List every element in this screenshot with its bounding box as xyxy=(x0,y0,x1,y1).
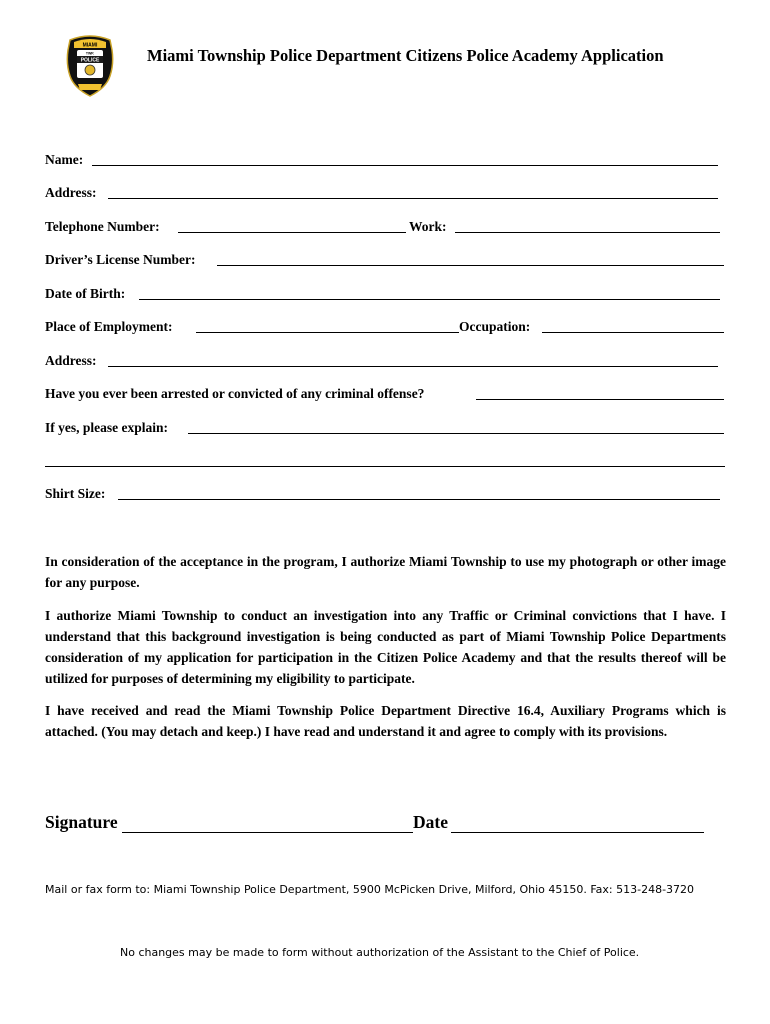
work-field-line[interactable] xyxy=(455,232,720,233)
name-label: Name: xyxy=(45,152,84,167)
dob-label: Date of Birth: xyxy=(45,286,126,301)
arrested-answer-line[interactable] xyxy=(476,399,724,400)
employer-address-label: Address: xyxy=(45,353,97,368)
directive-acknowledgement-paragraph: I have received and read the Miami Township Police Department Directive 16.4, Auxiliary Programs which is attached. (You may detach and keep.) I have read and understand it and agree to comply with its provisions. xyxy=(45,703,726,739)
address-label: Address: xyxy=(45,185,97,200)
drivers-license-label: Driver’s License Number: xyxy=(45,252,196,267)
explain-field-line[interactable] xyxy=(188,433,724,434)
name-field-line[interactable] xyxy=(92,165,718,166)
badge-top-text: MIAMI xyxy=(82,42,98,49)
photo-consent-paragraph: In consideration of the acceptance in the program, I authorize Miami Township to use my photograph or other image for any purpose. xyxy=(45,554,726,590)
signature-field-line[interactable] xyxy=(122,832,413,833)
occupation-field-line[interactable] xyxy=(542,332,724,333)
work-label: Work: xyxy=(409,219,447,234)
date-label: Date xyxy=(413,812,448,832)
badge-main-text: POLICE xyxy=(80,57,100,64)
date-field-line[interactable] xyxy=(451,832,704,833)
dob-field-line[interactable] xyxy=(139,299,720,300)
employment-field-line[interactable] xyxy=(196,332,459,333)
explain-label: If yes, please explain: xyxy=(45,420,168,435)
telephone-field-line[interactable] xyxy=(178,232,406,233)
shirt-size-label: Shirt Size: xyxy=(45,486,106,501)
drivers-license-field-line[interactable] xyxy=(217,265,724,266)
police-badge-logo xyxy=(66,34,114,98)
arrested-question-label: Have you ever been arrested or convicted of any criminal offense? xyxy=(45,386,425,401)
telephone-label: Telephone Number: xyxy=(45,219,160,234)
employer-address-field-line[interactable] xyxy=(108,366,718,367)
signature-label: Signature xyxy=(45,812,118,832)
address-field-line[interactable] xyxy=(108,198,718,199)
employment-label: Place of Employment: xyxy=(45,319,173,334)
shirt-size-field-line[interactable] xyxy=(118,499,720,500)
authorization-notice: No changes may be made to form without authorization of the Assistant to the Chief of Police. xyxy=(120,946,640,959)
investigation-consent-paragraph: I authorize Miami Township to conduct an investigation into any Traffic or Criminal convictions that I have. I understand that this background investigation is being conducted as part of Miami Township Police Departments consideration of my application for participation in the Citizen Police Academy and that the results thereof will be utilized for purposes of determining my eligibility to participate. xyxy=(45,608,726,686)
occupation-label: Occupation: xyxy=(459,319,531,334)
page-title: Miami Township Police Department Citizens Police Academy Application xyxy=(147,46,664,65)
badge-small-text: TWP. xyxy=(85,51,95,56)
explain-continuation-line[interactable] xyxy=(45,466,725,467)
mail-instructions: Mail or fax form to: Miami Township Police Department, 5900 McPicken Drive, Milford, Ohio 45150. Fax: 513-248-3720 xyxy=(45,883,695,896)
